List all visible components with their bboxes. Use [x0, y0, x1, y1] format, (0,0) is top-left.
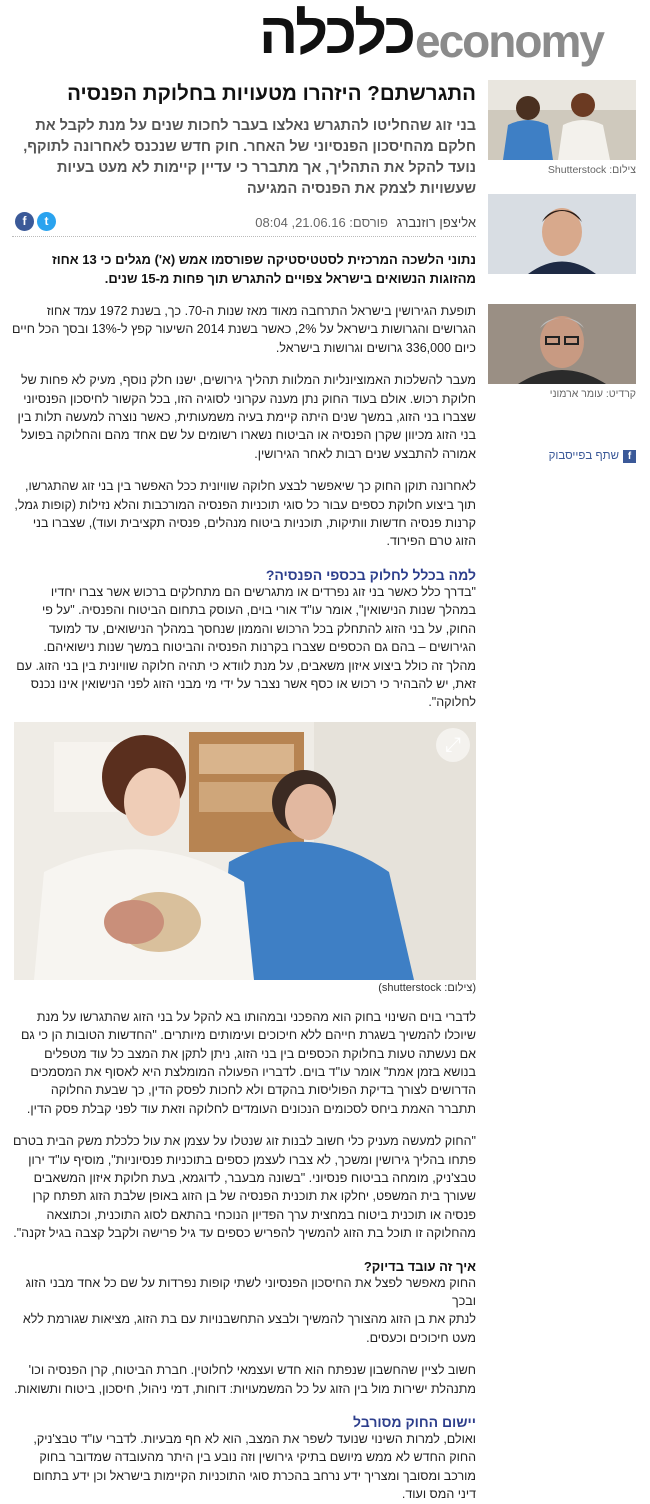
paragraph: "בדרך כלל כאשר בני זוג נפרדים או מתגרשים הם מתחלקים ברכוש אשר צברו יחדיו במהלך שנות הנישואין", אומר עו"ד אורי בוים, העוסק בתחום הביטוח והפנסיה. "על פי החוק, על בני הזוג להתחלק בכל הרכוש והממון שנחסך במהלך הנישואים, עד למועד הגירושים – בהם גם הכספים שצברו בקרנות הפנסיה והביטוח במשך שנות נישואיהם. מהלך זה כולל ביצוע איזון משאבים, על מנת לוודא כי תהיה חלוקה שוויונית בין בני הזוג. עם זאת, יש להבהיר כי רכוש או כסף אשר נצבר על ידי מי מבני הזוג לפני הנישואין אינו נכנס לחלוקה".: [16, 584, 476, 710]
article-title: התגרשתם? היזהרו מטעויות בחלוקת הפנסיה: [67, 82, 476, 105]
facebook-share-label: שתף בפייסבוק: [548, 450, 619, 462]
article-lead: נתוני הלשכה המרכזית לסטטיסטיקה שפורסמו אמש (א') מגלים כי 13 אחוז מהזוגות הנשואים בישראל צפויים להתגרש תוך פחות מ-15 שנים.: [52, 252, 476, 286]
site-logo[interactable]: [255, 1, 635, 70]
paragraph: "החוק למעשה מעניק כלי חשוב לבנות זוג שנטלו על עצמן את עול כלכלת משק הבית בטרם פתחו בהליך גירושין ומשכך, לא צברו לעצמן כספים בתוכניות פנסיוניות", מוסיף עו"ד ירון טבצ'ניק, מומחה בביטוח פנסיוני. "בשונה מבעבר, לדוגמא, בעת חלוקת איזון המשאבים שעורך בית המשפט, יחלקו את תוכנית הפנסיה של בן הזוג באופן שלבת הזוג תפתח קרן פנסיה או תוכנית ביטוח במחצית ערך הפדיון הנוכחי בהתאם לסוג התוכנית, וכתוצאה מהחלוקה זו תוכל בת הזוג להמשיך להפריש כספים עד גיל פרישה ולקבל קצבה בגיל זקנה".: [12, 1134, 476, 1241]
twitter-icon[interactable]: t: [37, 212, 56, 231]
article-photo[interactable]: [14, 722, 476, 980]
portrait-illustration: [488, 304, 636, 384]
paragraph: לאחרונה תוקן החוק כך שיאפשר לבצע חלוקה שוויונית ככל האפשר בין בני זוג שהתגרשו, תוך ביצוע חלוקת כספים עבור כל סוגי תוכניות הפנסיה המורכבות והלא נזילות (קופות גמל, קרנות פנסיה חדשות וותיקות, תוכניות ביטוח מנהלים, פנסיה תקציבית ועוד), שצברו בני הזוג טרם הפירוד.: [14, 479, 476, 549]
byline: [12, 210, 476, 237]
author-name[interactable]: אליצפן רוזנברג: [396, 215, 476, 230]
section-heading: יישום החוק מסורבל: [353, 1414, 476, 1431]
logo-hebrew: כלכלה: [259, 1, 415, 66]
sidebar-photo-expert[interactable]: [488, 304, 636, 384]
couple-thumb-illustration: [488, 80, 636, 160]
paragraph: חשוב לציין שהחשבון שנפתח הוא חדש ועצמאי לחלוטין. חברת הביטוח, קרן הפנסיה וכו' מתנהלת ישירות מול בין הזוג על כל המשמעויות: דוחות, דמי ניהול, חיסכון, ביטוח ותשואות.: [14, 1363, 476, 1396]
article-subtitle: בני זוג שהחליטו להתגרש נאלצו בעבר לחכות שנים על מנת לקבל את חלקם מהחיסכון הפנסיוני של האחר. חוק חדש שנכנס לאחרונה לתוקף, נועד להקל את התהליך, אך מתברר כי עדיין קיימות לא מעט בעיות שעשויות לצמק את הפנסיה המגיעה: [23, 118, 476, 197]
paragraph: מעבר להשלכות האמוציונליות המלוות תהליך גירושים, ישנו חלק נוסף, מעיק לא פחות של חלוקת רכוש. אולם בעוד החוק נתן מענה עקרוני לסוגיה הזו, בכל הקשור לחיסכון הפנסיוני שצברו בני הזוג, במשך שנים היתה קיימת בעיה משמעותית, כאשר נוצרה למעשה תלות בין בני הזוג מכיוון שקרן הפנסיה או הביטוח נשארו רשומים על שם אחד מהם והחלוקה בפועל אמורה להתבצע שנים רבות לאחר הגירושין.: [17, 373, 476, 461]
sidebar-person-credit: קרדיט: עומר ארמוני: [549, 388, 636, 400]
section-heading: למה בכלל לחלוק בכספי הפנסיה?: [265, 566, 476, 583]
logo-latin: economy: [415, 15, 603, 67]
couple-photo-illustration: [14, 722, 476, 980]
section-heading: איך זה עובד בדיוק?: [363, 1258, 476, 1274]
facebook-icon: f: [623, 450, 636, 463]
photo-credit: (צילום: shutterstock): [378, 981, 476, 994]
sidebar: [488, 80, 636, 463]
paragraph: ואולם, למרות השינוי שנועד לשפר את המצב, הוא לא חף מבעיות. לדברי עו"ד טבצ'ניק, החוק החדש לא ממש מיושם בתיקי גירושין וזה נובע בין היתר מהעובדה שמדובר בחוק מורכב ומסובך ומצריך ידע נרחב בהכרת סוגי התוכניות הקיימות בישראל וכן ידע בתחום דיני המס ועוד.: [32, 1432, 476, 1502]
paragraph: לדברי בוים השינוי בחוק הוא מהפכני ובמהותו בא להקל על בני הזוג שהתגרשו על מנת שיוכלו להמשיך בשגרת חייהם ללא חיכוכים ועימותים מיותרים. "החדשות הטובות הן כי גם אם נעשתה טעות בחלוקת הכספים בין בני הזוג, ניתן לתקן את המצב כל עוד מטפלים בנושא בזמן אמת" אומר עו"ד בוים. לדבריו הפעולה המומלצת היא לאסוף את המסמכים הדרושים לצורך בדיקת הפוליסות בהקדם ולא לחכות לפסק הדין, כך שבעת החלוקה תתברר האמת ביחס לסכומים הנכונים העומדים לחלוקה וזאת עוד לפני קבלת פסק הדין.: [20, 1009, 476, 1116]
sidebar-photo-couple[interactable]: [488, 80, 636, 160]
paragraph: לנתק את בן הזוג מהצורך להמשיך ולבצע התחשבנויות עם בת הזוג, מציאות שגורמת ללא מעט חיכוכים וכעסים.: [22, 1312, 476, 1345]
sidebar-photo-credit: צילום: Shutterstock: [547, 164, 636, 176]
sidebar-photo-lawyer[interactable]: [488, 194, 636, 274]
expand-icon[interactable]: ⤢: [436, 728, 470, 762]
paragraph: תופעת הגירושין בישראל התרחבה מאוד מאז שנות ה-70. כך, בשנת 1972 עמד אחוז הגרושים והגרושות בישראל על 2%, כאשר בשנת 2014 השיעור קפץ ל-13% ובסך הכל חיים כיום 336,000 גרושים וגרושות בישראל.: [12, 304, 476, 355]
paragraph: החוק מאפשר לפצל את החיסכון הפנסיוני לשתי קופות נפרדות על שם כל אחד מבני הזוג ובכך: [25, 1275, 476, 1308]
portrait-illustration: [488, 194, 636, 274]
publish-date: פורסם: 21.06.16, 08:04: [255, 215, 388, 230]
facebook-icon[interactable]: f: [15, 212, 34, 231]
article-main: [12, 80, 476, 1504]
share-icons: [12, 212, 56, 231]
facebook-share[interactable]: [488, 450, 636, 463]
